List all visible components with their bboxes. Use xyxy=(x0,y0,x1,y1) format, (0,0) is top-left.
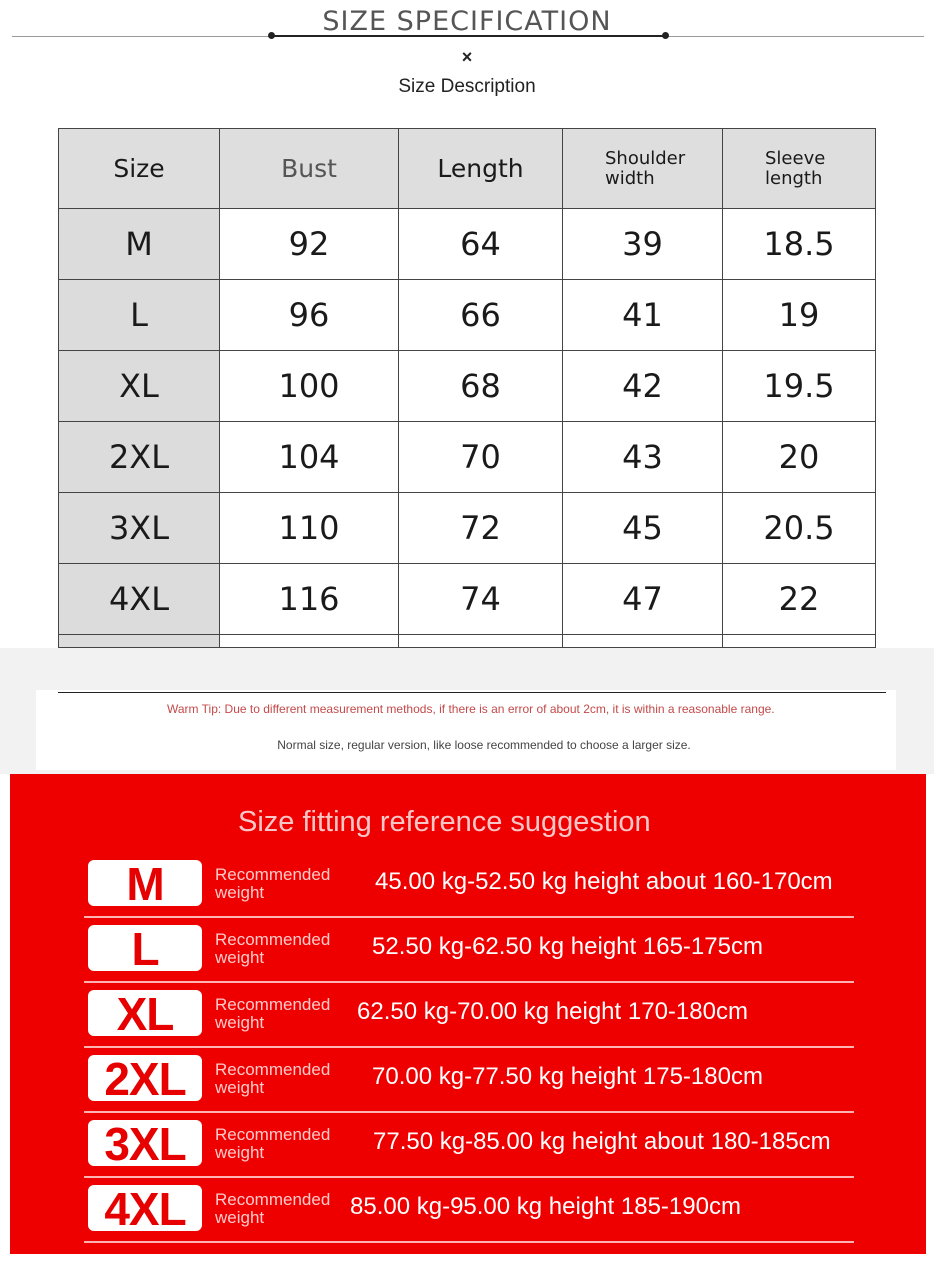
size-badge: M xyxy=(88,860,202,906)
weight-height-range: 45.00 kg-52.50 kg height about 160-170cm xyxy=(375,868,833,895)
bust-cell: 116 xyxy=(220,564,399,635)
x-mark: × xyxy=(461,47,473,67)
recommended-weight-label: Recommended weight xyxy=(215,865,331,902)
sleeve-cell: 22 xyxy=(723,564,876,635)
notes-rule xyxy=(58,692,886,693)
cut-cell xyxy=(59,635,220,648)
size-cell: L xyxy=(59,280,220,351)
sleeve-cell: 18.5 xyxy=(723,209,876,280)
table-header-row xyxy=(59,129,876,209)
length-cell: 74 xyxy=(399,564,563,635)
table-row xyxy=(59,493,876,564)
weight-height-range: 62.50 kg-70.00 kg height 170-180cm xyxy=(357,998,748,1025)
column-header-size: Size xyxy=(59,129,220,209)
table-row-cut xyxy=(59,635,876,648)
shoulder-cell: 45 xyxy=(563,493,723,564)
fitting-row-3xl xyxy=(84,1120,854,1178)
row-underline xyxy=(84,1111,854,1113)
table-row xyxy=(59,422,876,493)
column-header-shoulder-width: Shoulder width xyxy=(563,129,723,209)
weight-height-range: 52.50 kg-62.50 kg height 165-175cm xyxy=(372,933,763,960)
row-underline xyxy=(84,1046,854,1048)
table-row xyxy=(59,351,876,422)
sleeve-cell: 19.5 xyxy=(723,351,876,422)
size-badge: XL xyxy=(88,990,202,1036)
fitting-row-l xyxy=(84,925,854,983)
row-underline xyxy=(84,1176,854,1178)
size-cell: 4XL xyxy=(59,564,220,635)
normal-size-note: Normal size, regular version, like loose recommended to choose a larger size. xyxy=(277,738,691,752)
size-badge: 2XL xyxy=(88,1055,202,1101)
fitting-title: Size fitting reference suggestion xyxy=(238,806,651,838)
page-title: SIZE SPECIFICATION xyxy=(322,6,612,37)
weight-height-range: 70.00 kg-77.50 kg height 175-180cm xyxy=(372,1063,763,1090)
recommended-weight-label: Recommended weight xyxy=(215,930,331,967)
length-cell: 64 xyxy=(399,209,563,280)
size-badge: 4XL xyxy=(88,1185,202,1231)
table-row xyxy=(59,209,876,280)
recommended-weight-label: Recommended weight xyxy=(215,1190,331,1227)
length-cell: 72 xyxy=(399,493,563,564)
fitting-row-m xyxy=(84,860,854,918)
warm-tip: Warm Tip: Due to different measurement methods, if there is an error of about 2cm, it is within a reasonable range. xyxy=(167,702,775,716)
table-row xyxy=(59,280,876,351)
recommended-weight-label: Recommended weight xyxy=(215,995,331,1032)
size-cell: 3XL xyxy=(59,493,220,564)
bust-cell: 96 xyxy=(220,280,399,351)
shoulder-cell: 43 xyxy=(563,422,723,493)
row-underline xyxy=(84,981,854,983)
size-cell: 2XL xyxy=(59,422,220,493)
sleeve-cell: 19 xyxy=(723,280,876,351)
sleeve-cell: 20.5 xyxy=(723,493,876,564)
length-cell: 66 xyxy=(399,280,563,351)
shoulder-cell: 42 xyxy=(563,351,723,422)
shoulder-cell: 47 xyxy=(563,564,723,635)
size-cell: XL xyxy=(59,351,220,422)
cut-cell xyxy=(723,635,876,648)
size-badge: 3XL xyxy=(88,1120,202,1166)
shoulder-cell: 41 xyxy=(563,280,723,351)
cut-cell xyxy=(399,635,563,648)
sleeve-cell: 20 xyxy=(723,422,876,493)
recommended-weight-label: Recommended weight xyxy=(215,1060,331,1097)
row-underline xyxy=(84,916,854,918)
column-header-sleeve-length: Sleeve length xyxy=(723,129,876,209)
weight-height-range: 85.00 kg-95.00 kg height 185-190cm xyxy=(350,1193,741,1220)
size-badge: L xyxy=(88,925,202,971)
column-header-bust: Bust xyxy=(220,129,399,209)
size-table xyxy=(58,128,876,648)
subtitle: Size Description xyxy=(398,76,536,97)
shoulder-cell: 39 xyxy=(563,209,723,280)
bust-cell: 92 xyxy=(220,209,399,280)
table-row xyxy=(59,564,876,635)
recommended-weight-label: Recommended weight xyxy=(215,1125,331,1162)
cut-cell xyxy=(563,635,723,648)
bust-cell: 104 xyxy=(220,422,399,493)
column-header-length: Length xyxy=(399,129,563,209)
length-cell: 70 xyxy=(399,422,563,493)
row-underline xyxy=(84,1241,854,1243)
size-cell: M xyxy=(59,209,220,280)
bust-cell: 110 xyxy=(220,493,399,564)
fitting-row-xl xyxy=(84,990,854,1048)
bust-cell: 100 xyxy=(220,351,399,422)
cut-cell xyxy=(220,635,399,648)
fitting-row-4xl xyxy=(84,1185,854,1243)
fitting-row-2xl xyxy=(84,1055,854,1113)
length-cell: 68 xyxy=(399,351,563,422)
weight-height-range: 77.50 kg-85.00 kg height about 180-185cm xyxy=(373,1128,831,1155)
